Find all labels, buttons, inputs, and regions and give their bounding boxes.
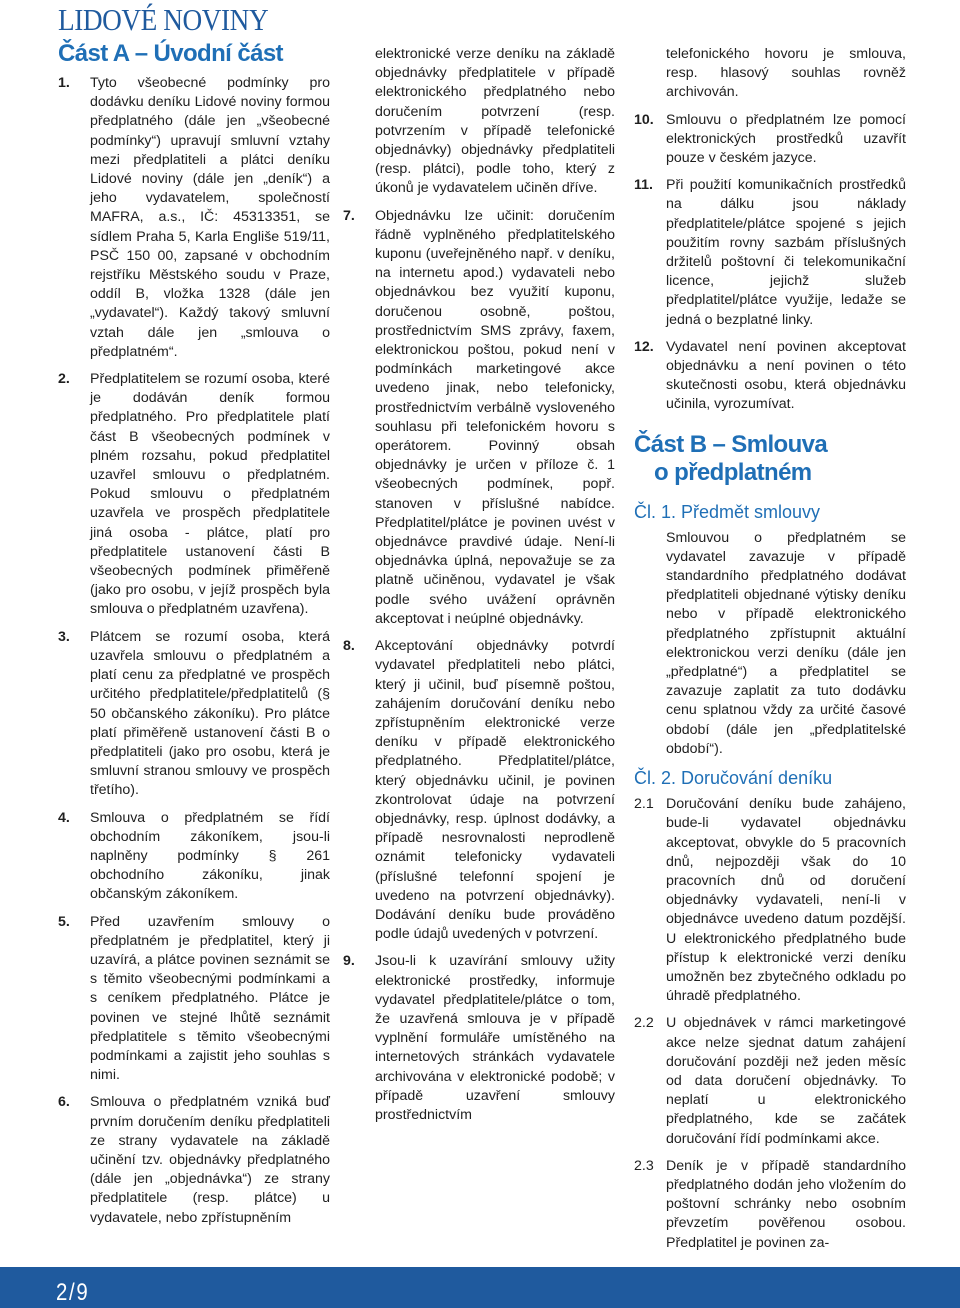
item-text: Jsou-li k uzavírání smlouvy užity elektronické prostředky, informuje vydavatel předplatitele/plátce o tom, že uzavřená smlouva je v případě vyplnění formuláře umístěného na internetových stránkách vydavatele archivována v elektronické podobě; v případě uzavření smlouvy prostřednictvím [375,953,615,1123]
column-3 [634,45,906,1261]
part-a-title: Část A – Úvodní část [58,40,283,67]
list-item [58,809,330,905]
item-number: 11. [634,177,653,194]
continuation-text: telefonického hovoru je smlouva, resp. hlasový souhlas rovněž archivován. [666,46,906,101]
item-text: Smlouva o předplatném vzniká buď prvním doručením deníku předplatiteli ze strany vydavatele na základě učinění tzv. objednávky předplatného (dále jen „objednávka“) ze strany předplatitele (resp. plátce) u vydavatele, nebo zpřístupněním [90,1094,330,1226]
list-item [634,176,906,330]
item-number: 2.2 [634,1015,654,1032]
masthead-logo: LIDOVÉ NOVINY [58,2,269,37]
part-b-title-line2: o předplatném [654,458,812,486]
item-text: Plátcem se rozumí osoba, která uzavřela smlouvu o předplatném a platí cenu za předplatné ve prospěch určitého předplatitele/předplatitelů (§ 50 občanského zákoníku). Pro plátce platí přiměřeně ustanovení části B o předplatiteli (jako pro osobu, která je smluvní stranou smlouvy ve prospěch třetího). [90,628,330,799]
item-text: Tyto všeobecné podmínky pro dodávku deníku Lidové noviny formou předplatného (dále jen „všeobecné podmínky“) upravují smluvní vztahy mezi předplatiteli a plátci deníku Lidové noviny (dále jen „deník“) a jeho vydavatelem, společností MAFRA, a.s., IČ: 45313351, se sídlem Praha 5, Karla Engliše 519/11, PSČ 150 00, zapsané v obchodním rejstříku Městského soudu v Praze, oddíl B, vložka 1328 (dále jen „vydavatel“). Každý takový smluvní vztah dále jen „smlouva o předplatném“. [90,75,330,360]
list-item [343,637,615,944]
list-item [634,1014,906,1148]
item-number: 10. [634,111,654,128]
item-number: 3. [58,628,70,645]
item-text: Objednávku lze učinit: doručením řádně vyplněného předplatitelského kuponu (uveřejněného např. v deníku, na internetu apod.) vydavateli nebo objednávkou bez využití kuponu, doručenou osobně, poštou, prostřednictvím SMS zprávy, faxem, elektronickou poštou, pokud není v podmínkách marketingové akce uvedeno jinak, nebo telefonicky, prostřednictvím verbálně vysloveného souhlasu při telefonickém hovoru s operátorem. Povinný obsah objednávky je určen v příloze č. 1 všeobecných podmínek, popř. stanoven v příslušné nabídce. Předplatitel/plátce je povinen uvést v objednávce pravdivé údaje. Není-li objednávka úplná, nepovažuje se za platně učiněnou, vydavatel je však podle svého uvážení oprávněn akceptovat i neúplné objednávky. [375,207,615,627]
list-item [58,1093,330,1227]
item-number: 6. [58,1094,70,1111]
list-item [634,111,906,169]
column-2 [343,45,615,1133]
item-text: U objednávek v rámci marketingové akce nelze sjednat datum zahájení doručování později než jeden měsíc od data doručení objednávky. To neplatí u elektronického předplatného, kde se začátek doručování řídí podmínkami akce. [666,1015,906,1147]
list-item [58,74,330,362]
list-item [58,913,330,1086]
section-2-title: Čl. 2. Doručování deníku [634,768,833,789]
item-text: Akceptování objednávky potvrdí vydavatel předplatiteli nebo plátci, který ji učinil, buď písemně poštou, zahájením doručování deníku nebo zpřístupněním elektronické verze deníku v případě elektronického předplatného. Předplatitel/plátce, který objednávku učinil, je povinen zkontrolovat údaje na potvrzení objednávky, resp. úplnost dodávky, a případě nesrovnalosti neprodleně oznámit telefonicky vydavateli (příslušné telefonní spojení je uvedeno na potvrzení objednávky). Dodávání deníku bude prováděno podle údajů uvedených v potvrzení. [375,638,615,943]
section-1-title: Čl. 1. Předmět smlouvy [634,501,821,522]
list-item [343,207,615,629]
item-number: 5. [58,913,70,930]
footer-bar [0,1267,960,1308]
item-text: Smlouva o předplatném se řídí obchodním zákoníkem, jsou-li naplněny podmínky § 261 obchodního zákoníku, jinak občanským zákoníkem. [90,809,330,903]
section-1-text: Smlouvou o předplatném se vydavatel zavazuje v případě standardního předplatného dodávat předplatiteli objednané výtisky deníku nebo v případě elektronického předplatného zpřístupnit aktuální elektronickou verzi deníku (dále jen „předplatné“) a předplatitel se zavazuje zaplatit za tuto dodávku cenu splatnou vždy za určité časové období (dále jen „předplatitelské období“). [666,529,906,757]
list-item [343,952,615,1125]
list-item [634,795,906,1006]
item-number: 2.3 [634,1157,654,1174]
item-number: 12. [634,338,654,355]
part-b-title-line1: Část B – Smlouva [634,430,828,458]
column-1 [58,40,330,1236]
item-number: 4. [58,809,70,826]
item-number: 8. [343,638,355,655]
item-text: Před uzavřením smlouvy o předplatném je předplatitel, který ji uzavírá, a plátce povinen seznámit se s těmito všeobecnými podmínkami a s ceníkem předplatného. Plátce je povinen ve stejné lhůtě seznámit předplatitele s těmito všeobecnými podmínkami a zajistit jeho souhlas s nimi. [90,913,330,1084]
item-text: Předplatitelem se rozumí osoba, které je dodáván deník formou předplatného. Pro předplatitele platí část B všeobecných podmínek v plném rozsahu, pokud předplatitel uzavřel smlouvu o předplatném. Pokud smlouvu o předplatném uzavřela ve prospěch předplatitele jiná osoba - plátce, platí pro předplatitele ustanovení části B všeobecných podmínek přiměřeně (jako pro osobu, v jejíž prospěch byla smlouva o předplatném uzavřena). [90,371,330,618]
item-number: 9. [343,953,355,970]
list-item [58,628,330,801]
item-text: Doručování deníku bude zahájeno, bude-li vydavatel objednávku akceptovat, obvykle do 5 pracovních dnů, nejpozději však do 10 pracovních dnů od doručení objednávky vydavateli, není-li v objednávce uvedeno datum pozdější. U elektronického předplatného bude přístup k elektronické verzi deníku umožněn bez zbytečného odkladu po úhradě předplatného. [666,796,906,1005]
page-number: 2/9 [56,1279,90,1306]
item-number: 2. [58,371,70,388]
item-text: Vydavatel není povinen akceptovat objednávku a není povinen o této skutečnosti osobu, která objednávku učinila, vyrozumívat. [666,338,906,413]
list-item [634,338,906,415]
item-number: 2.1 [634,796,654,813]
item-text: Deník je v případě standardního předplatného dodán jeho vložením do poštovní schránky nebo osobním převzetím pověřenou osobou. Předplatitel je povinen za- [666,1157,906,1251]
item-text: Při použití komunikačních prostředků na dálku jsou náklady předplatitele/plátce spojené s jejich použitím rovny sazbám příslušných držitelů poštovní či telekomunikační licence, jejichž služeb předplatitel/plátce využije, ledaže se jedná o bezplatné linky. [666,177,906,328]
list-item [58,370,330,620]
list-item [634,1157,906,1253]
item-number: 1. [58,75,70,91]
continuation-text: elektronické verze deníku na základě objednávky předplatitele v případě elektronického předplatného nebo doručením potvrzení (resp. potvrzením v případě telefonické objednávky) objednávky předplatiteli (resp. plátci), podle toho, který z úkonů je vydavatelem učiněn dříve. [375,46,615,197]
part-b-title [634,431,906,487]
item-text: Smlouvu o předplatném lze pomocí elektronických prostředků uzavřít pouze v českém jazyce. [666,111,906,167]
item-number: 7. [343,207,355,224]
